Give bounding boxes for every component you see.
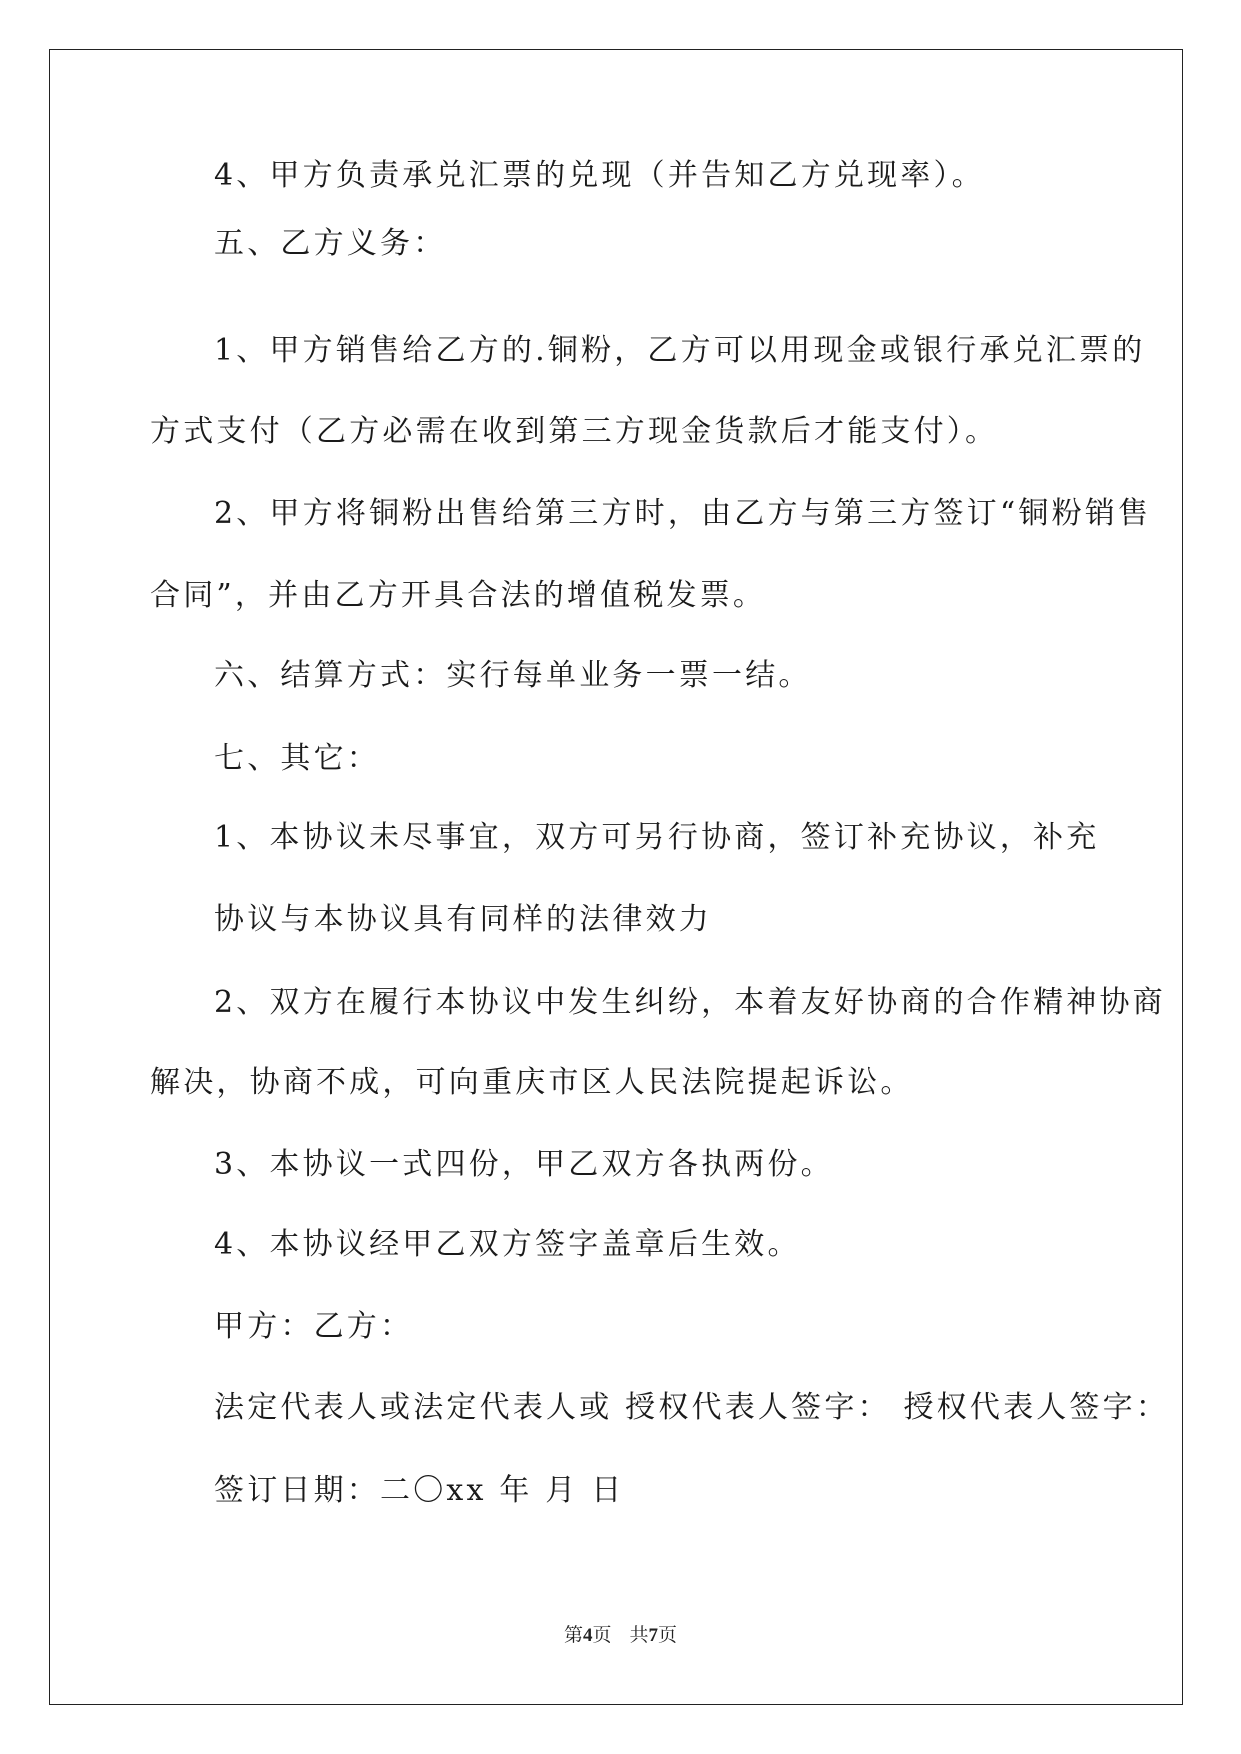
page-border [49, 49, 1183, 1705]
signing-date: 签订日期：二〇xx 年 月 日 [214, 1473, 625, 1508]
page-prefix: 第 [563, 1625, 583, 1646]
paragraph-line: 1、甲方销售给乙方的.铜粉，乙方可以用现金或银行承兑汇票的 [214, 333, 1146, 368]
paragraph-line: 4、甲方负责承兑汇票的兑现（并告知乙方兑现率）。 [214, 158, 985, 193]
paragraph-line: 协议与本协议具有同样的法律效力 [214, 902, 712, 937]
paragraph-line: 2、甲方将铜粉出售给第三方时，由乙方与第三方签订“铜粉销售 [214, 496, 1152, 531]
paragraph-line: 解决，协商不成，可向重庆市区人民法院提起诉讼。 [150, 1065, 914, 1100]
paragraph-line: 合同”，并由乙方开具合法的增值税发票。 [150, 578, 767, 613]
total-pages-number: 7 [648, 1625, 659, 1646]
section-heading: 五、乙方义务： [214, 226, 447, 261]
paragraph-line: 2、双方在履行本协议中发生纠纷，本着友好协商的合作精神协商 [214, 985, 1166, 1020]
paragraph-line: 3、本协议一式四份，甲乙双方各执两份。 [214, 1147, 834, 1182]
page-number-footer [0, 1620, 1241, 1647]
total-suffix: 页 [658, 1625, 678, 1646]
paragraph-line: 4、本协议经甲乙双方签字盖章后生效。 [214, 1227, 801, 1262]
signature-representatives: 法定代表人或法定代表人或 授权代表人签字： 授权代表人签字： [214, 1390, 1170, 1425]
paragraph-line: 1、本协议未尽事宜，双方可另行协商，签订补充协议，补充 [214, 820, 1100, 855]
paragraph-line: 方式支付（乙方必需在收到第三方现金货款后才能支付）。 [150, 414, 999, 449]
current-page-number: 4 [582, 1625, 593, 1646]
signature-parties: 甲方：乙方： [214, 1309, 414, 1344]
total-prefix: 共 [629, 1625, 649, 1646]
section-heading: 六、结算方式：实行每单业务一票一结。 [214, 658, 812, 693]
page-suffix: 页 [592, 1625, 612, 1646]
section-heading: 七、其它： [214, 741, 380, 776]
